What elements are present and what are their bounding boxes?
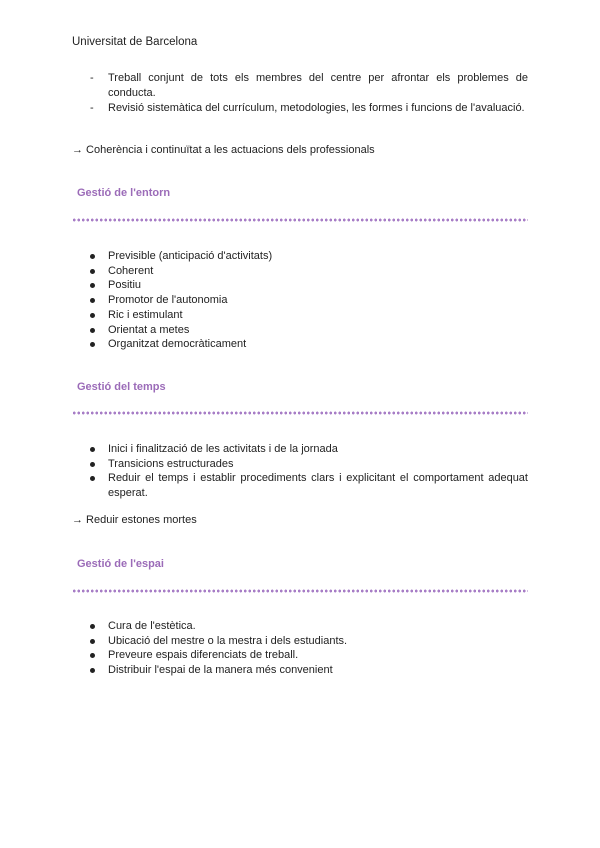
bullet-icon — [90, 639, 95, 644]
page-header: Universitat de Barcelona — [72, 36, 198, 48]
list-item-text: Revisió sistemàtica del currículum, metodologies, les formes i funcions de l'avaluació. — [108, 102, 525, 114]
dash-marker: - — [90, 102, 94, 114]
list-item-text: Treball conjunt de tots els membres del centre per afrontar els problemes de conducta. — [108, 72, 528, 99]
bullet-list-temps — [72, 442, 528, 501]
bullet-icon — [90, 476, 95, 481]
list-item — [72, 442, 528, 457]
list-item — [72, 634, 528, 649]
list-item-text: Previsible (anticipació d'activitats) — [108, 250, 273, 262]
bullet-list-entorn — [72, 249, 528, 352]
bullet-icon — [90, 254, 95, 259]
bullet-icon — [90, 653, 95, 658]
section-title-entorn: Gestió de l'entorn — [77, 187, 171, 199]
list-item — [72, 308, 528, 323]
list-item-text: Ubicació del mestre o la mestra i dels estudiants. — [108, 634, 348, 647]
section-title-espai: Gestió de l'espai — [77, 558, 164, 570]
list-item-text: Reduir el temps i establir procediments clars i explicitant el comportament adequat esperat. — [108, 472, 528, 500]
list-item-text: Inici i finalització de les activitats i de la jornada — [108, 443, 338, 455]
conclusion-line: → Coherència i continuïtat a les actuacions dels professionals — [72, 144, 375, 156]
bullet-icon — [90, 342, 95, 347]
list-item — [72, 471, 528, 500]
bullet-icon — [90, 462, 95, 467]
list-item — [72, 264, 528, 279]
bullet-icon — [90, 624, 95, 629]
list-item — [72, 278, 528, 293]
list-item — [72, 71, 528, 101]
conclusion-line: → Reduir estones mortes — [72, 514, 197, 526]
list-item — [72, 293, 528, 308]
bullet-icon — [90, 269, 95, 274]
intro-list — [72, 71, 528, 116]
list-item-text: Orientat a metes — [108, 323, 190, 336]
list-item-text: Promotor de l'autonomia — [108, 294, 228, 307]
bullet-icon — [90, 283, 95, 288]
list-item — [72, 249, 528, 264]
bullet-icon — [90, 447, 95, 452]
list-item-text: Positiu — [108, 279, 142, 292]
dash-marker: - — [90, 72, 94, 84]
dotted-divider — [72, 589, 528, 593]
list-item — [72, 648, 528, 663]
dotted-divider — [72, 411, 528, 415]
list-item — [72, 101, 528, 116]
list-item — [72, 337, 528, 352]
bullet-icon — [90, 328, 95, 333]
list-item — [72, 323, 528, 338]
bullet-icon — [90, 313, 95, 318]
list-item — [72, 619, 528, 634]
bullet-list-espai — [72, 619, 528, 678]
list-item-text: Coherent — [108, 264, 154, 277]
bullet-icon — [90, 298, 95, 303]
list-item-text: Distribuir l'espai de la manera més convenient — [108, 664, 333, 677]
list-item-text: Ric i estimulant — [108, 308, 183, 321]
list-item-text: Cura de l'estètica. — [108, 620, 196, 632]
list-item — [72, 457, 528, 472]
list-item-text: Preveure espais diferenciats de treball. — [108, 649, 299, 662]
dotted-divider — [72, 218, 528, 222]
section-title-temps: Gestió del temps — [77, 381, 166, 393]
list-item-text: Organitzat democràticament — [108, 338, 247, 351]
list-item-text: Transicions estructurades — [108, 457, 234, 470]
list-item — [72, 663, 528, 678]
bullet-icon — [90, 668, 95, 673]
